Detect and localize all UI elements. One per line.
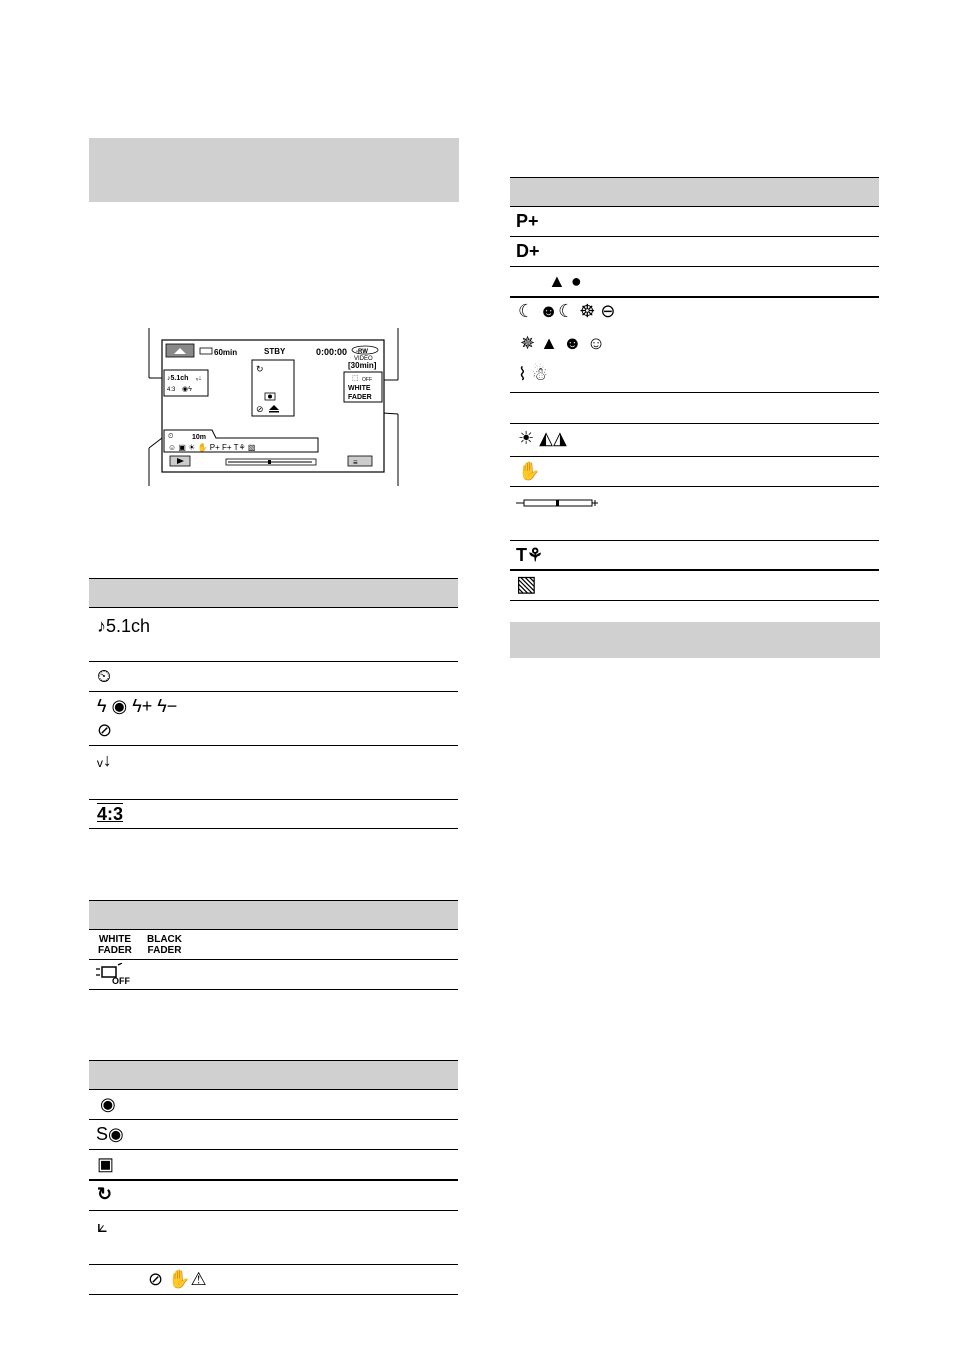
- lcd-battery: 60min: [214, 348, 238, 357]
- white-fader-icon: WHITE FADER: [98, 934, 132, 956]
- warning-icons: ⊘ ✋⚠: [148, 1269, 207, 1289]
- photo-quality-icon: P+: [516, 211, 539, 231]
- lcd-media-badge: -RW: [356, 349, 368, 355]
- section-title-bar-left: [89, 138, 459, 202]
- svg-text:☺ ▣ ☀ ✋ P+ F+ T⚘ ▧: ☺ ▣ ☀ ✋ P+ F+ T⚘ ▧: [168, 443, 256, 452]
- lcd-timecode: 0:00:00: [316, 347, 348, 357]
- svg-text:≡: ≡: [353, 458, 358, 467]
- svg-text:⊘: ⊘: [256, 404, 264, 414]
- table4-header: [510, 177, 879, 207]
- lcd-audio-info: ♪5.1ch: [167, 375, 189, 382]
- svg-text:ᵥ↓: ᵥ↓: [196, 375, 202, 382]
- lcd-aspect: 4:3: [167, 387, 176, 393]
- demo-repeat-icon: ↻: [97, 1184, 113, 1204]
- flash-icon: ϟ ◉ ϟ+ ϟ−: [97, 696, 178, 716]
- lcd-screen-diagram: [140, 320, 410, 492]
- table1-header: [89, 578, 458, 608]
- audio-5-1ch-icon: ♪5.1ch: [97, 616, 151, 636]
- zoom-bar-icon: [516, 497, 600, 509]
- lcd-fader-line1: WHITE: [348, 385, 371, 392]
- mic-level-icon: ᵥ↓: [97, 750, 112, 770]
- scene-night-icons: ☾ ☻☾ ☸ ⊖: [518, 301, 616, 321]
- spot-meter-icon: S◉: [96, 1124, 124, 1144]
- backlight-off-icon: [96, 963, 136, 990]
- svg-text:↻: ↻: [256, 364, 264, 374]
- svg-text:OFF: OFF: [112, 976, 130, 985]
- flash-off-icon: ⊘: [97, 720, 113, 740]
- lcd-media-mode: VIDEO: [354, 356, 373, 362]
- aspect-4-3-icon: 4:3: [97, 804, 124, 824]
- record-lamp-icon: ◉: [100, 1094, 116, 1114]
- table3-header: [89, 1060, 458, 1090]
- digital-effect-icon: D+: [516, 241, 540, 261]
- write-protect-icon: ⟀: [97, 1216, 108, 1236]
- lcd-fader-off: OFF: [362, 377, 372, 383]
- zebra-icon: ▧: [516, 571, 537, 596]
- scene-landscape-icons: ✵ ▲ ☻ ☺: [520, 333, 606, 353]
- tele-macro-icon: T⚘: [516, 545, 544, 565]
- scene-beach-snow-icons: ⌇ ☃: [518, 364, 548, 384]
- svg-text:◉ϟ: ◉ϟ: [182, 386, 192, 393]
- steadyshot-off-icon: ✋: [518, 461, 541, 481]
- lcd-timer-value: 10m: [192, 434, 207, 441]
- self-timer-icon: ⏲: [97, 666, 112, 686]
- svg-text:⏲: ⏲: [168, 433, 174, 440]
- lcd-fader-line2: FADER: [348, 394, 372, 401]
- svg-text:⬚: ⬚: [352, 375, 359, 382]
- lcd-remaining: [30min]: [348, 361, 377, 370]
- section-title-bar-right: [510, 622, 880, 658]
- table2-header: [89, 900, 458, 930]
- white-balance-icons: ☀ ◭◮: [518, 428, 567, 448]
- black-fader-icon: BLACK FADER: [147, 934, 182, 956]
- lcd-stby: STBY: [264, 347, 286, 356]
- focus-mode-icons: ▲ ●: [548, 271, 582, 291]
- spot-focus-icon: ▣: [97, 1154, 115, 1174]
